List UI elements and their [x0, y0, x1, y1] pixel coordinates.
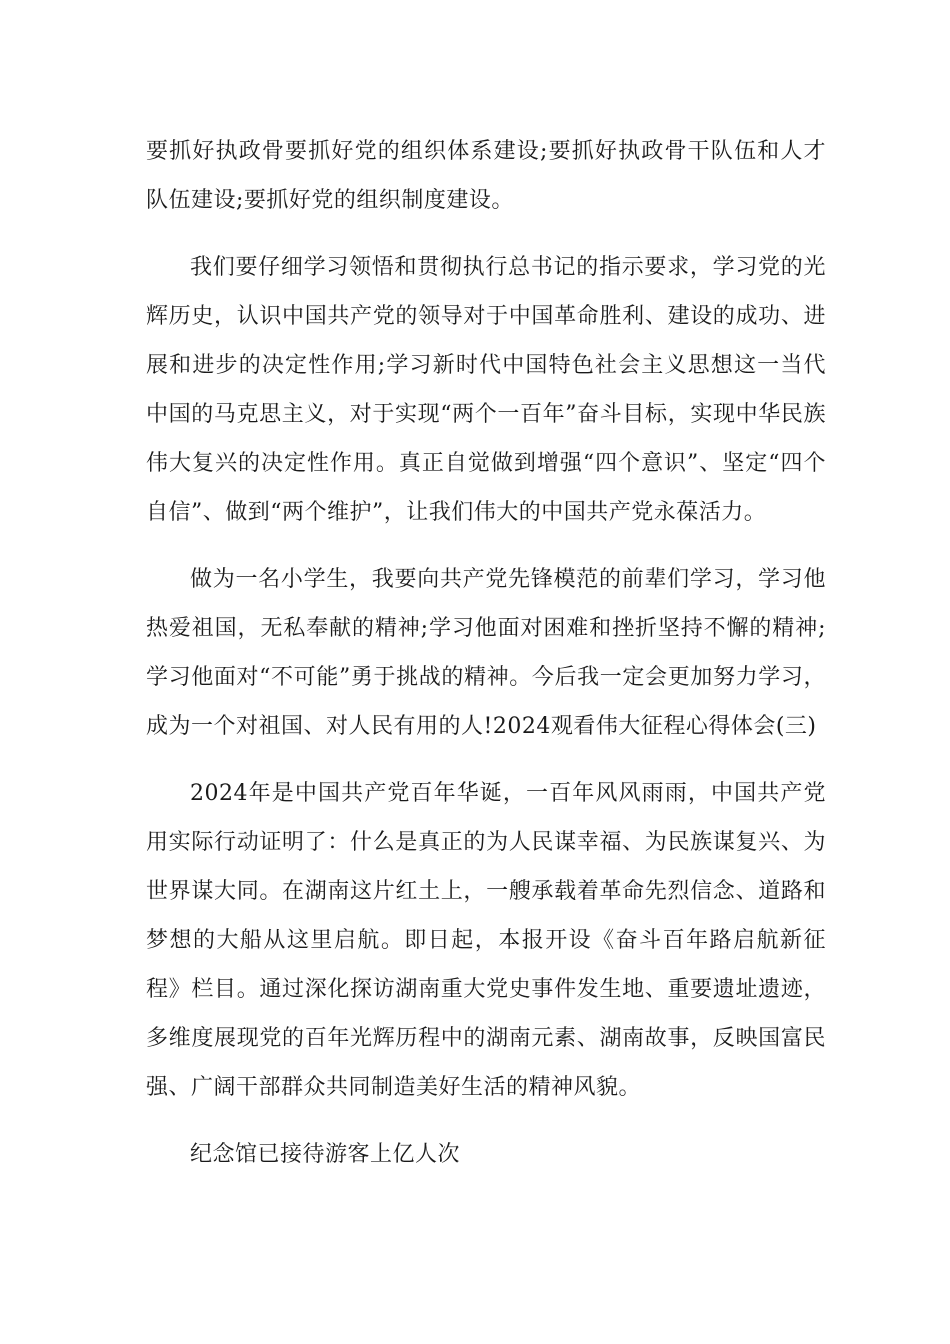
paragraph-1: 要抓好执政骨要抓好党的组织体系建设;要抓好执政骨干队伍和人才队伍建设;要抓好党的组织制度建设。 [146, 139, 826, 213]
paragraph-5: 纪念馆已接待游客上亿人次 [190, 1142, 461, 1167]
paragraph-2: 我们要仔细学习领悟和贯彻执行总书记的指示要求，学习党的光辉历史，认识中国共产党的领导对于中国革命胜利、建设的成功、进展和进步的决定性作用;学习新时代中国特色社会主义思想这一当代中国的马克思主义，对于实现“两个一百年”奋斗目标，实现中华民族伟大复兴的决定性作用。真正自觉做到增强“四个意识”、坚定“四个自信”、做到“两个维护”，让我们伟大的中国共产党永葆活力。 [146, 255, 826, 525]
document-body [146, 127, 826, 1179]
paragraph-4: 2024年是中国共产党百年华诞，一百年风风雨雨，中国共产党用实际行动证明了：什么是真正的为人民谋幸福、为民族谋复兴、为世界谋大同。在湖南这片红土上，一艘承载着革命先烈信念、道路和梦想的大船从这里启航。即日起，本报开设《奋斗百年路启航新征程》栏目。通过深化探访湖南重大党史事件发生地、重要遗址遗迹，多维度展现党的百年光辉历程中的湖南元素、湖南故事，反映国富民强、广阔干部群众共同制造美好生活的精神风貌。 [146, 781, 826, 1100]
paragraph-3: 做为一名小学生，我要向共产党先锋模范的前辈们学习，学习他热爱祖国，无私奉献的精神;学习他面对困难和挫折坚持不懈的精神;学习他面对“不可能”勇于挑战的精神。今后我一定会更加努力学习，成为一个对祖国、对人民有用的人!2024观看伟大征程心得体会(三) [146, 567, 826, 739]
